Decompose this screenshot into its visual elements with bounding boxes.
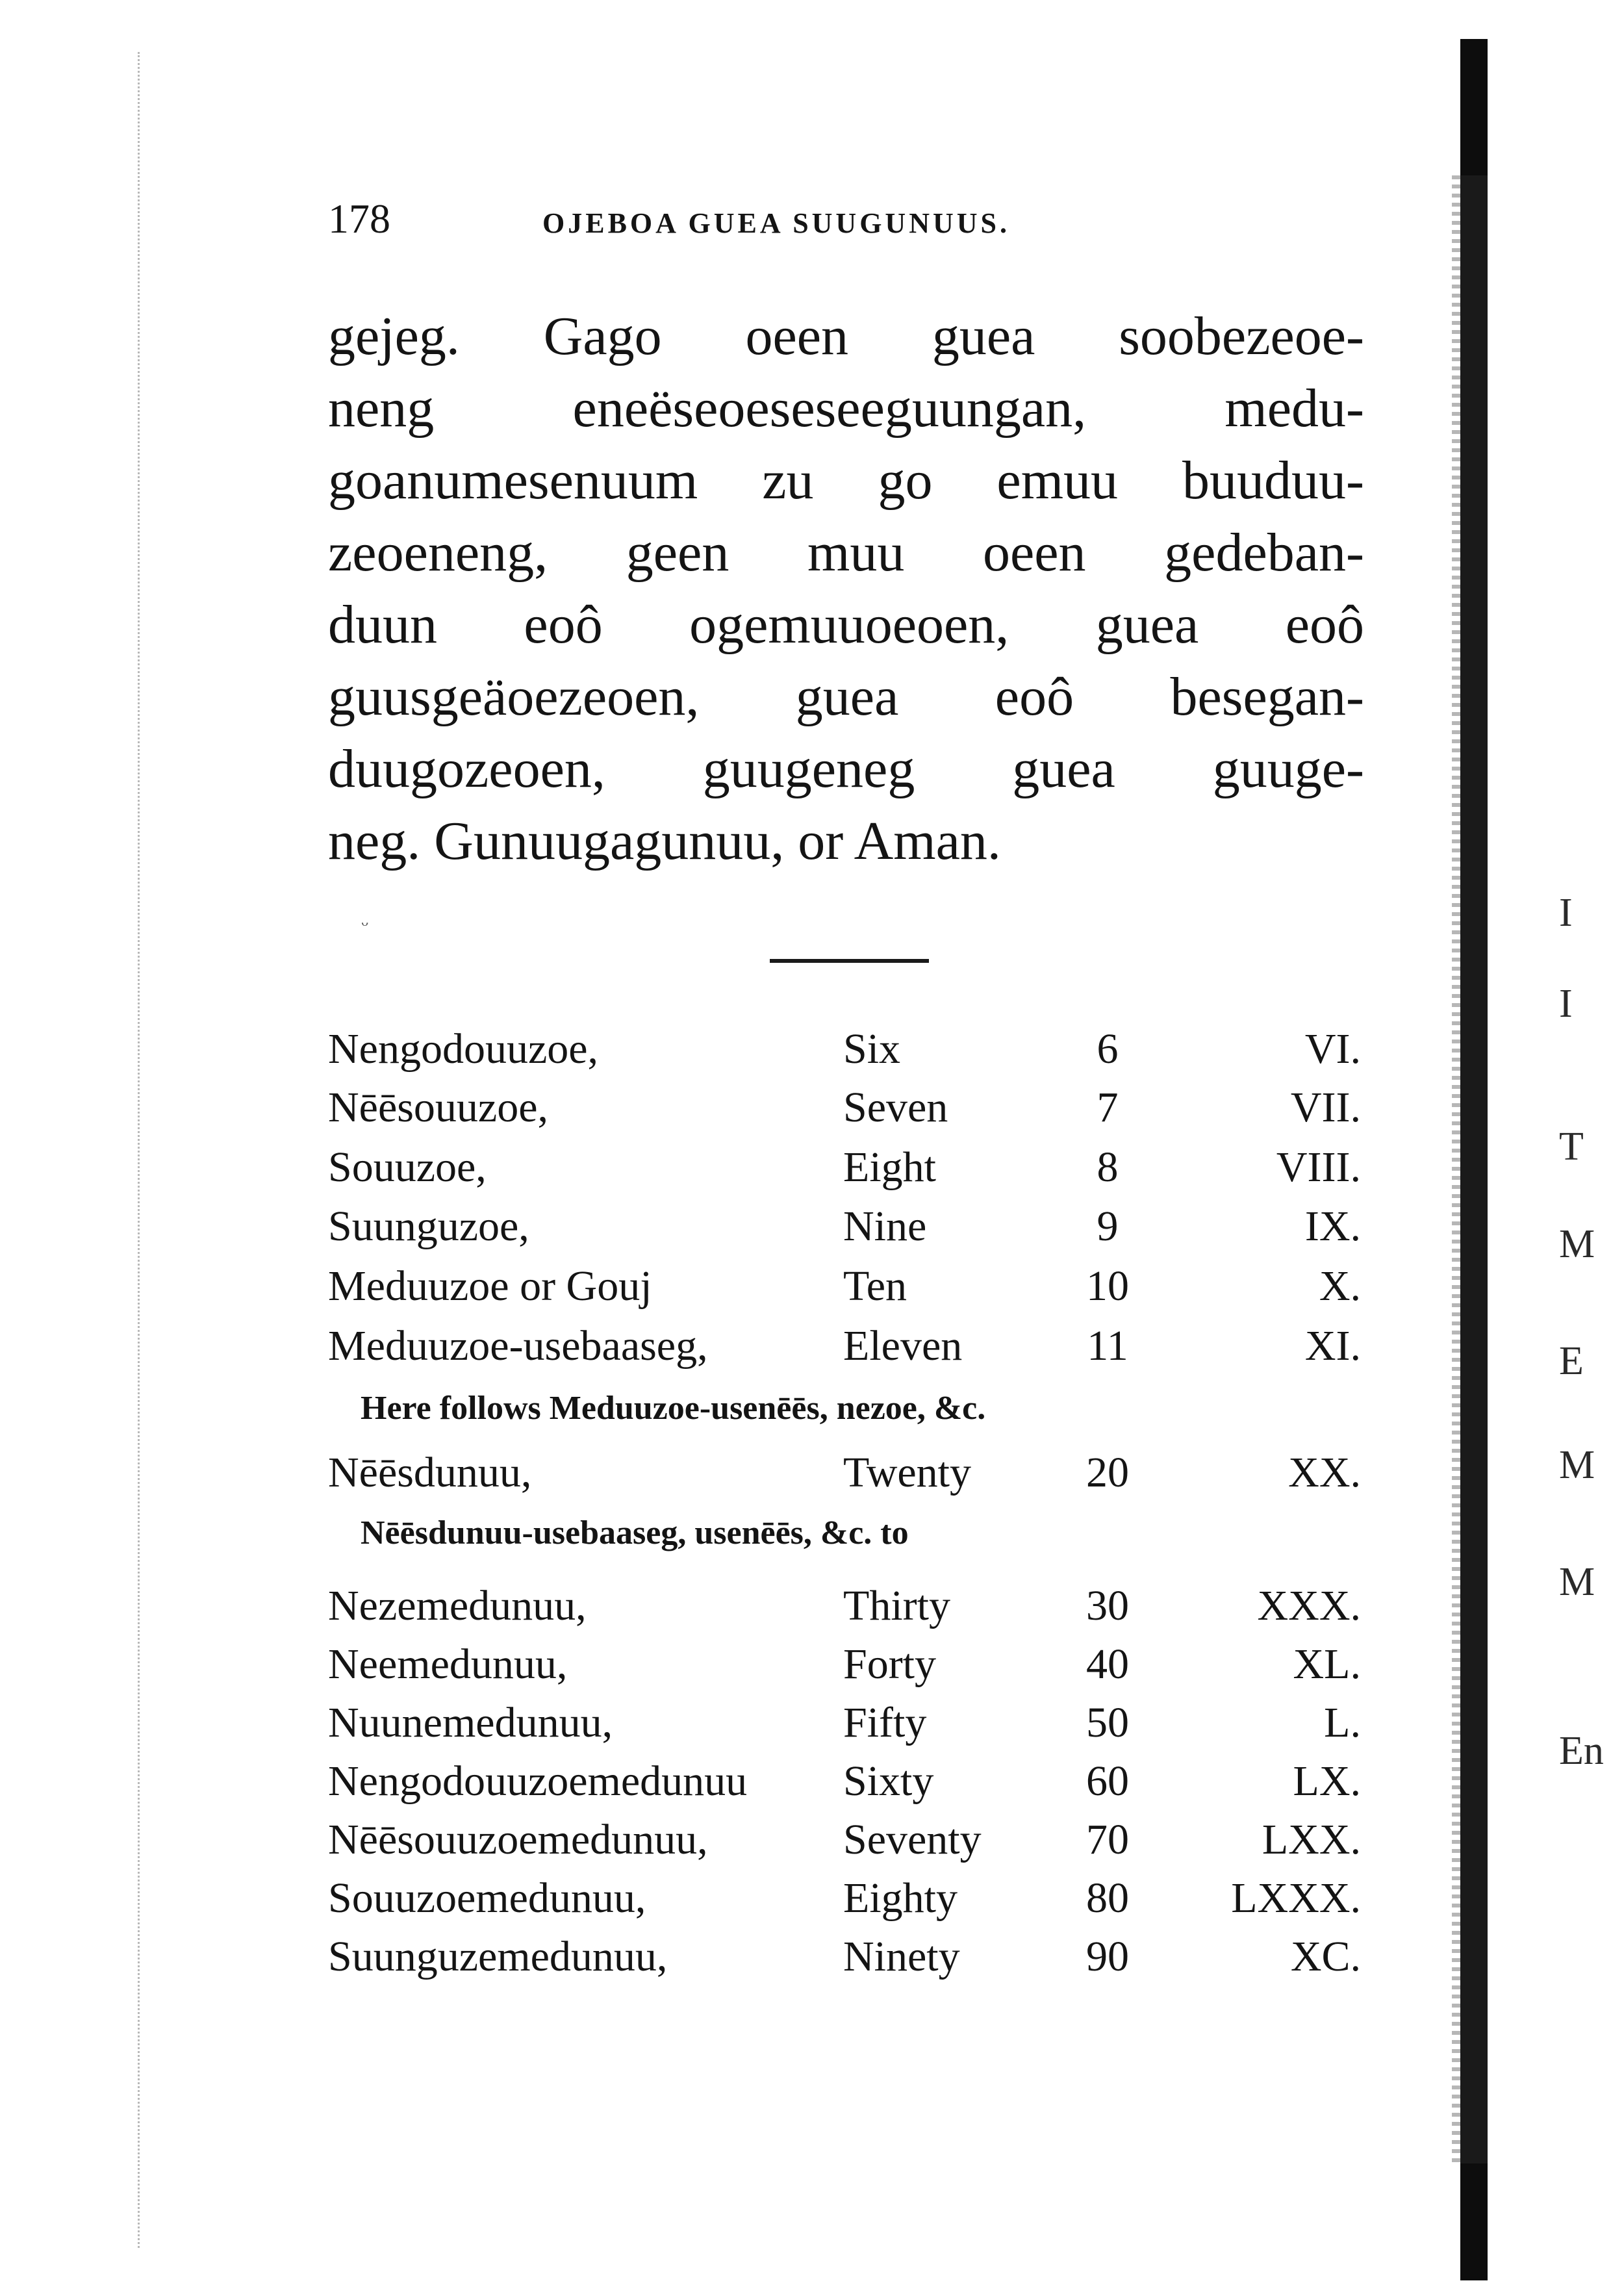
arabic-numeral: 11 [1087, 1322, 1128, 1370]
number-name: Meduuzoe-usebaaseg, [328, 1322, 708, 1370]
number-name: Suunguzoe, [328, 1203, 529, 1250]
facing-page-letter: E [1559, 1339, 1584, 1383]
facing-page-letter: M [1559, 1443, 1595, 1487]
number-name: Souuzoe, [328, 1143, 487, 1191]
number-name: Neemedunuu, [328, 1640, 568, 1688]
arabic-numeral: 70 [1086, 1816, 1129, 1863]
facing-page-letter: En [1559, 1729, 1604, 1773]
english-name: Eleven [843, 1322, 963, 1370]
roman-numeral: L. [1324, 1699, 1361, 1746]
facing-page-letter: I [1559, 982, 1573, 1026]
english-name: Nine [843, 1203, 927, 1250]
arabic-numeral: 8 [1097, 1143, 1119, 1191]
number-name: Nēēsouuzoemedunuu, [328, 1816, 708, 1863]
roman-numeral: IX. [1304, 1203, 1361, 1250]
english-name: Twenty [843, 1449, 972, 1496]
binding-edge-top [1460, 39, 1488, 175]
number-name: Nengodouuzoe, [328, 1025, 599, 1073]
roman-numeral: XXX. [1257, 1582, 1361, 1629]
english-name: Ninety [843, 1933, 960, 1980]
facing-page-letter: T [1559, 1125, 1584, 1169]
arabic-numeral: 50 [1086, 1699, 1129, 1746]
page-number: 178 [328, 196, 390, 242]
english-name: Seventy [843, 1816, 982, 1863]
english-name: Six [843, 1025, 901, 1073]
arabic-numeral: 60 [1086, 1757, 1129, 1805]
facing-page-letter: M [1559, 1222, 1595, 1266]
number-name: Souuzoemedunuu, [328, 1874, 646, 1922]
roman-numeral: VII. [1290, 1084, 1361, 1131]
arabic-numeral: 80 [1086, 1874, 1129, 1922]
binding-edge [1460, 39, 1488, 2261]
binding-edge-bottom [1460, 2163, 1488, 2280]
number-name: Suunguzemedunuu, [328, 1933, 668, 1980]
roman-numeral: XI. [1304, 1322, 1361, 1370]
left-margin-speckle [138, 52, 140, 2248]
english-name: Forty [843, 1640, 937, 1688]
roman-numeral: VIII. [1276, 1143, 1361, 1191]
number-name: Meduuzoe or Gouj [328, 1262, 652, 1310]
number-name: Nēēsdunuu, [328, 1449, 532, 1496]
arabic-numeral: 7 [1097, 1084, 1119, 1131]
running-title: OJEBOA GUEA SUUGUNUUS. [542, 207, 1011, 239]
number-name: Nēēsouuzoe, [328, 1084, 549, 1131]
section-rule [770, 959, 929, 963]
arabic-numeral: 6 [1097, 1025, 1119, 1073]
english-name: Eighty [843, 1874, 958, 1922]
table-note: Here follows Meduuzoe-usenēēs, nezoe, &c. [361, 1390, 986, 1427]
arabic-numeral: 40 [1086, 1640, 1129, 1688]
paragraph-line: goanumesenuum zu go emuu buuduu- [328, 450, 1364, 511]
english-name: Ten [843, 1262, 907, 1310]
paragraph-line: duugozeoen, guugeneg guea guuge- [328, 739, 1364, 799]
facing-page-letter: M [1559, 1560, 1595, 1604]
roman-numeral: XL. [1293, 1640, 1361, 1688]
roman-numeral: VI. [1304, 1025, 1361, 1073]
arabic-numeral: 30 [1086, 1582, 1129, 1629]
number-name: Nuunemedunuu, [328, 1699, 613, 1746]
number-name: Nengodouuzoemedunuu [328, 1757, 748, 1805]
arabic-numeral: 90 [1086, 1933, 1129, 1980]
body-paragraph [328, 300, 1364, 877]
paragraph-line: neg. Gunuugagunuu, or Aman. [328, 811, 1001, 871]
paragraph-line: gejeg. Gago oeen guea soobezeoe- [328, 306, 1364, 366]
arabic-numeral: 10 [1086, 1262, 1129, 1310]
english-name: Seven [843, 1084, 948, 1131]
english-name: Fifty [843, 1699, 927, 1746]
facing-page-letter: I [1559, 891, 1573, 935]
roman-numeral: XC. [1290, 1933, 1361, 1980]
roman-numeral: LX. [1293, 1757, 1361, 1805]
paragraph-line: duun eoô ogemuuoeoen, guea eoô [328, 594, 1364, 655]
roman-numeral: LXX. [1262, 1816, 1361, 1863]
arabic-numeral: 9 [1097, 1203, 1119, 1250]
english-name: Eight [843, 1143, 936, 1191]
ink-speck: ᵕ [361, 915, 369, 938]
english-name: Sixty [843, 1757, 934, 1805]
table-note: Nēēsdunuu-usebaaseg, usenēēs, &c. to [361, 1514, 909, 1551]
english-name: Thirty [843, 1582, 950, 1629]
arabic-numeral: 20 [1086, 1449, 1129, 1496]
roman-numeral: XX. [1288, 1449, 1361, 1496]
paragraph-line: neng eneëseoeseseeguungan, medu- [328, 378, 1364, 439]
number-name: Nezemedunuu, [328, 1582, 587, 1629]
paragraph-line: guusgeäoezeoen, guea eoô besegan- [328, 667, 1364, 727]
roman-numeral: X. [1319, 1262, 1361, 1310]
roman-numeral: LXXX. [1231, 1874, 1361, 1922]
paragraph-line: zeoeneng, geen muu oeen gedeban- [328, 522, 1364, 583]
